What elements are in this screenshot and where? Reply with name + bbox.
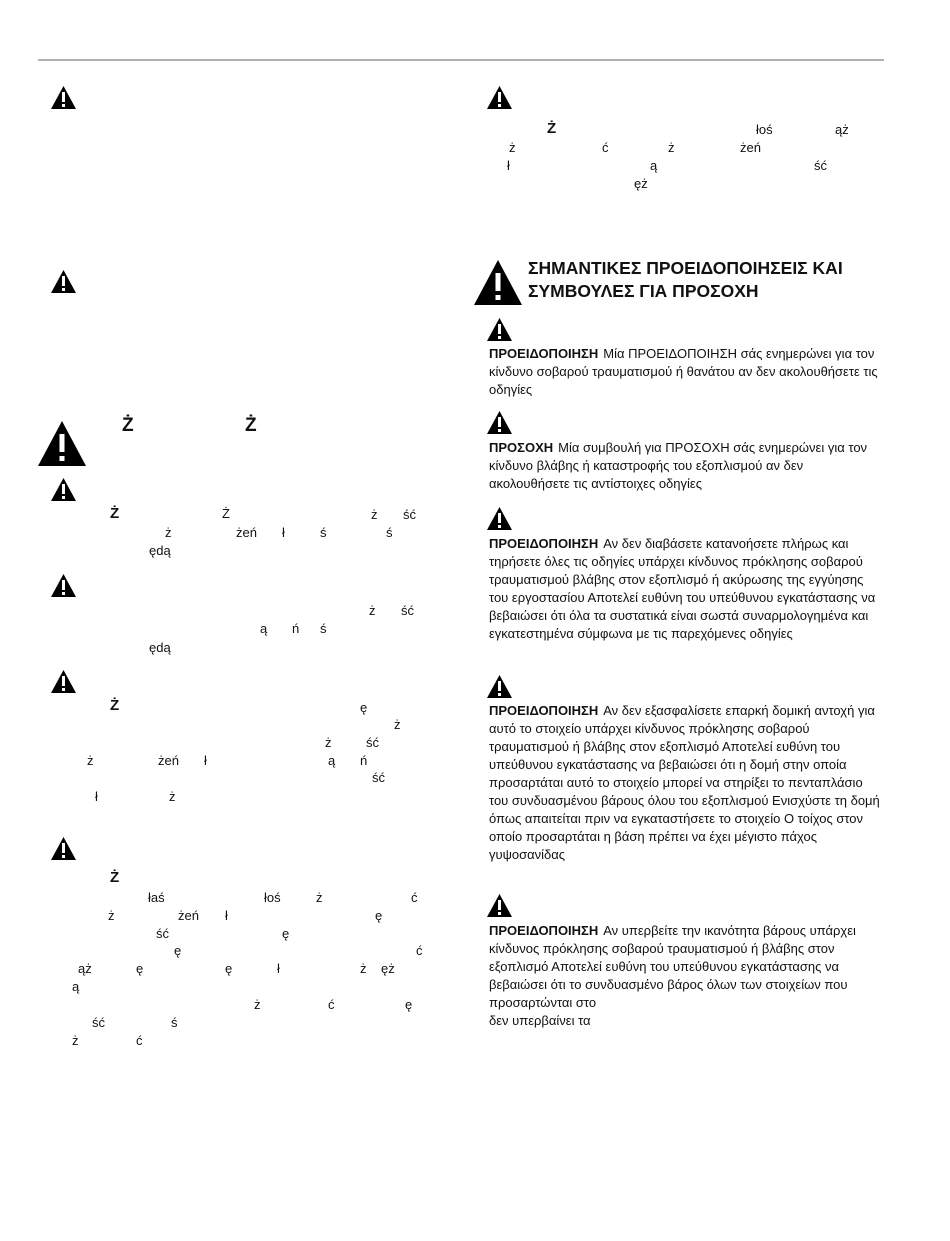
note-label: ΠΡΟΕΙΔΟΠΟΙΗΣΗ — [489, 703, 599, 718]
warning-note — [489, 702, 884, 864]
large-warning-icon — [37, 420, 87, 467]
text-fragment: ż — [254, 997, 261, 1012]
text-fragment: ś — [320, 621, 327, 636]
note-text: Μία ΠΡΟΕΙΔΟΠΟΙΗΣΗ σάς ενημερώνει για τον κίνδυνο σοβαρού τραυματισμού ή θανάτου αν δεν ακολουθήσετε τις οδηγίες — [489, 346, 878, 397]
text-fragment: ęż — [634, 176, 648, 191]
text-fragment: ż — [325, 735, 332, 750]
text-fragment: ś — [386, 525, 393, 540]
text-fragment: ść — [366, 735, 379, 750]
warning-icon — [486, 506, 513, 531]
text-fragment: łoś — [264, 890, 281, 905]
text-fragment: ę — [405, 997, 413, 1012]
text-fragment: ż — [108, 908, 115, 923]
text-fragment: ł — [282, 525, 285, 540]
text-fragment: ć — [328, 997, 335, 1012]
text-fragment: ą — [328, 753, 336, 768]
text-fragment: ędą — [149, 543, 171, 558]
warning-note — [489, 922, 884, 1030]
text-fragment: ż — [169, 789, 176, 804]
warning-icon — [486, 674, 513, 699]
text-fragment: ż — [509, 140, 516, 155]
note-text: Αν δεν εξασφαλίσετε επαρκή δομική αντοχή για αυτό το στοιχείο υπάρχει κίνδυνος πρόκλησης σοβαρού τραυματισμού ή βλάβης στον εξοπλισμό Αποτελεί ευθύνη του υπεύθυνου εγκατάστασης να βεβαιώσει ότι η δομή στην οποία προσαρτάται αυτό το στοιχείο μπορεί να στηρίξει το πενταπλάσιο του συνδυασμένου βάρους όλου του εξοπλισμού Ενισχύστε τη δομή όπως απαιτείται πριν να εγκαταστήσετε το στοιχείο Ο τοίχος στον οποίο προσαρτάται η βάση πρέπει να έχει μέγιστο πάχος γυψοσανίδας — [489, 703, 880, 862]
caution-note — [489, 439, 884, 493]
text-fragment: ęż — [381, 961, 395, 976]
text-fragment: ść — [401, 603, 414, 618]
note-text: Αν υπερβείτε την ικανότητα βάρους υπάρχει κίνδυνος πρόκλησης σοβαρού τραυματισμού ή βλάβης στον εξοπλισμό Αποτελεί ευθύνη του υπεύθυνου εγκατάστασης να βεβαιώσει ότι το συνδυασμένο βάρος όλων των στοιχείων που προσαρτώνται στο — [489, 923, 856, 1010]
section-heading: ΣΗΜΑΝΤΙΚΕΣ ΠΡΟΕΙΔΟΠΟΙΗΣΕΙΣ ΚΑΙ ΣΥΜΒΟΥΛΕΣ ΓΙΑ ΠΡΟΣΟΧΗ — [528, 258, 843, 301]
text-fragment: ć — [602, 140, 609, 155]
text-fragment: ędą — [149, 640, 171, 655]
text-fragment: żeń — [236, 525, 257, 540]
warning-icon — [50, 85, 77, 110]
text-fragment: ę — [375, 908, 383, 923]
text-fragment: Ż — [110, 869, 120, 886]
text-fragment: łoś — [756, 122, 773, 137]
text-fragment: ż — [369, 603, 376, 618]
text-fragment: ł — [225, 908, 228, 923]
text-fragment: ść — [814, 158, 827, 173]
warning-note — [489, 535, 884, 643]
text-fragment: ż — [87, 753, 94, 768]
text-fragment: ż — [394, 717, 401, 732]
warning-icon — [50, 836, 77, 861]
warning-icon — [50, 669, 77, 694]
text-fragment: ę — [136, 961, 144, 976]
warning-icon — [486, 317, 513, 342]
text-fragment: ę — [360, 700, 368, 715]
text-fragment: ść — [92, 1015, 105, 1030]
text-fragment: ń — [360, 753, 368, 768]
note-text-tail: δεν υπερβαίνει τα — [489, 1013, 591, 1028]
text-fragment: łaś — [148, 890, 165, 905]
warning-icon — [486, 85, 513, 110]
note-label: ΠΡΟΣΟΧΗ — [489, 440, 554, 455]
text-fragment: ę — [225, 961, 233, 976]
warning-note — [489, 345, 884, 399]
text-fragment: ż — [72, 1033, 79, 1048]
text-fragment: ę — [282, 926, 290, 941]
warning-icon — [486, 893, 513, 918]
text-fragment: ł — [507, 158, 510, 173]
section-title-fragment: Ż — [245, 415, 257, 436]
warning-icon — [486, 410, 513, 435]
text-fragment: Ż — [547, 120, 557, 137]
text-fragment: żeń — [178, 908, 199, 923]
text-fragment: ż — [668, 140, 675, 155]
text-fragment: ż — [165, 525, 172, 540]
text-fragment: ć — [411, 890, 418, 905]
text-fragment: ąż — [78, 961, 92, 976]
text-fragment: ł — [277, 961, 280, 976]
section-title-fragment: Ż — [122, 415, 134, 436]
text-fragment: ś — [320, 525, 327, 540]
text-fragment: ść — [372, 770, 385, 785]
text-fragment: Ż — [110, 697, 120, 714]
note-label: ΠΡΟΕΙΔΟΠΟΙΗΣΗ — [489, 536, 599, 551]
text-fragment: ąż — [835, 122, 849, 137]
text-fragment: ść — [156, 926, 169, 941]
text-fragment: ł — [95, 789, 98, 804]
text-fragment: ś — [171, 1015, 178, 1030]
text-fragment: Ż — [222, 506, 230, 521]
note-text: Μία συμβουλή για ΠΡΟΣΟΧΗ σάς ενημερώνει για τον κίνδυνο βλάβης ή καταστροφής του εξοπλισμού αν δεν ακολουθήσετε τις αντίστοιχες οδηγίες — [489, 440, 868, 491]
text-fragment: ę — [174, 943, 182, 958]
warning-icon — [50, 477, 77, 502]
large-warning-icon — [473, 259, 523, 306]
warning-icon — [50, 269, 77, 294]
text-fragment: żeń — [740, 140, 761, 155]
warning-icon — [50, 573, 77, 598]
note-label: ΠΡΟΕΙΔΟΠΟΙΗΣΗ — [489, 923, 599, 938]
text-fragment: ą — [650, 158, 658, 173]
text-fragment: ą — [72, 979, 80, 994]
header-rule — [38, 59, 884, 61]
text-fragment: ł — [204, 753, 207, 768]
text-fragment: ą — [260, 621, 268, 636]
note-label: ΠΡΟΕΙΔΟΠΟΙΗΣΗ — [489, 346, 599, 361]
text-fragment: ż — [316, 890, 323, 905]
text-fragment: ż — [371, 507, 378, 522]
text-fragment: ć — [136, 1033, 143, 1048]
note-text: Αν δεν διαβάσετε κατανοήσετε πλήρως και τηρήσετε όλες τις οδηγίες υπάρχει κίνδυνος πρόκλησης σοβαρού τραυματισμού βλάβης στον εξοπλισμό ή ακύρωσης της εγγύησης του εργοστασίου Αποτελεί ευθύνη του υπεύθυνου εγκατάστασης να βεβαιώσει ότι όλα τα συστατικά είναι σωστά συναρμολογημένα και εγκατεστημένα σύμφωνα με τις παρεχόμενες οδηγίες — [489, 536, 876, 641]
text-fragment: ć — [416, 943, 423, 958]
text-fragment: Ż — [110, 505, 120, 522]
text-fragment: ń — [292, 621, 300, 636]
text-fragment: ść — [403, 507, 416, 522]
text-fragment: ż — [360, 961, 367, 976]
text-fragment: żeń — [158, 753, 179, 768]
